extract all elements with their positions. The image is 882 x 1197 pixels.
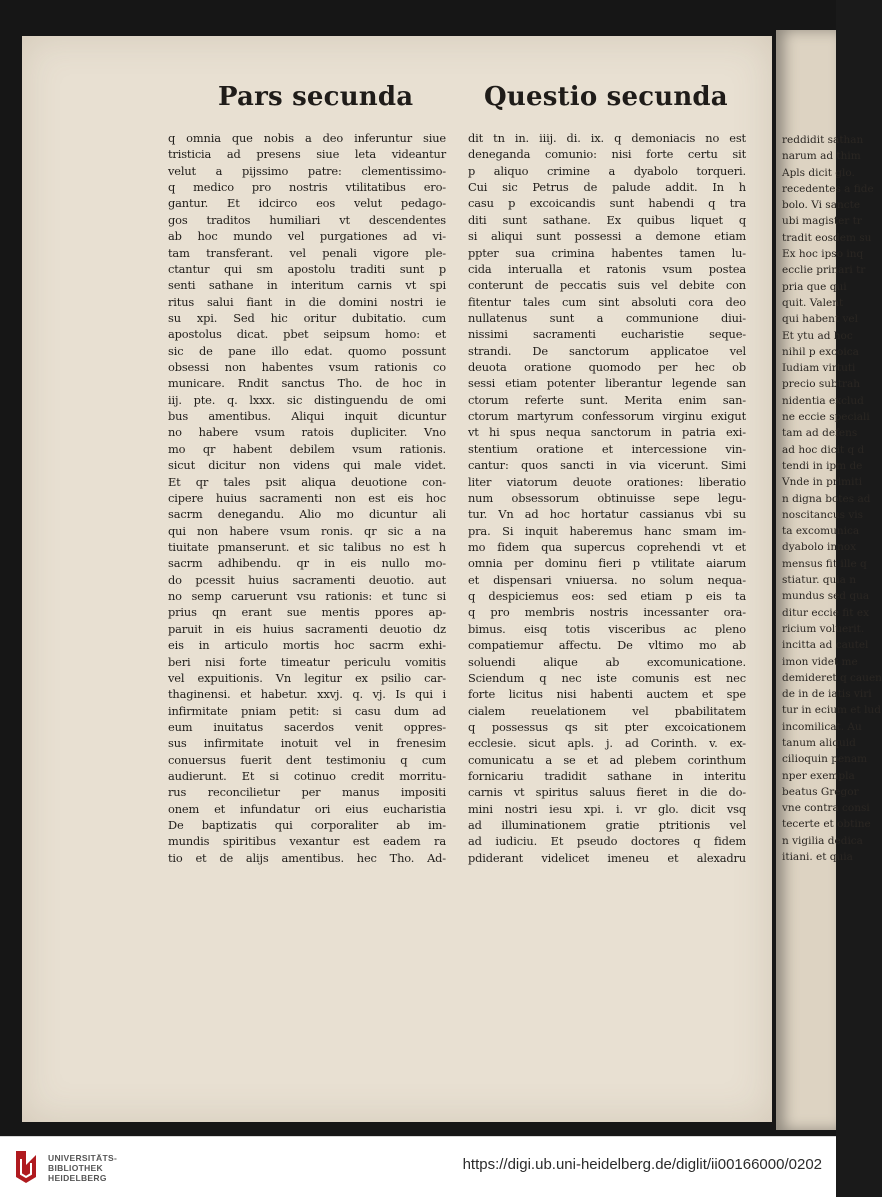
text-line: mo qr habent debilem vsum rationis.: [168, 441, 446, 456]
facing-page-line: Ex hoc ipso inq: [782, 248, 864, 261]
logo-line: UNIVERSITÄTS-: [48, 1153, 118, 1163]
logo-line: BIBLIOTHEK: [48, 1163, 103, 1173]
text-line: ritus salui fiant in die domini nostri ie: [168, 294, 446, 309]
text-line: eum inuitatus sacerdos venit oppres-: [168, 719, 446, 734]
facing-page-line: n digna botes ad: [782, 492, 871, 505]
text-line: paruit in eis huius sacramenti deuotio dz: [168, 621, 446, 636]
text-line: rus reconcilietur per manus impositi: [168, 785, 446, 800]
text-line: iij. pte. q. lxxx. sic distinguendu de omi: [168, 392, 446, 407]
text-line: audierunt. Et si cotinuo credit morritu-: [168, 769, 446, 784]
text-column-left: [168, 130, 446, 866]
library-logo-icon[interactable]: [12, 1147, 42, 1187]
text-line: bimus. eisq totis visceribus ac pleno: [468, 621, 746, 636]
facing-page-line: stiatur. quia n: [782, 574, 856, 587]
text-line: conuersus fuerit dent testimoniu q cum: [168, 752, 446, 767]
facing-page-line: de in de iatis viri: [782, 688, 872, 701]
facing-page-line: tanum aliquid: [782, 736, 856, 749]
facing-page-line: Iudiam virtuti: [782, 362, 856, 375]
text-line: sicut dicitur non videns qui male videt.: [168, 458, 446, 473]
facing-page-line: nper exempla: [782, 769, 855, 782]
facing-page-line: Vnde in primiti: [782, 476, 863, 489]
text-line: q despiciemus eos: sed etiam p eis ta: [468, 589, 746, 604]
facing-page-line: tecerte et obtine: [782, 818, 871, 831]
facing-page-line: demideret q cauen: [782, 671, 882, 684]
facing-page-line: reddidit sathan: [782, 134, 864, 146]
facing-page-line: incomilicat. Au: [782, 720, 862, 733]
text-line: infirmitate pniam petit: si casu dum ad: [168, 703, 446, 718]
text-line: vel expuitionis. Vn legitur ex psilio car-: [168, 670, 446, 685]
text-line: pra. Si inquit haberemus hanc smam im-: [468, 523, 746, 538]
facing-page-line: bolo. Vi sancte: [782, 199, 861, 212]
text-line: ecclesie. sicut apls. j. ad Corinth. v. ex-: [468, 736, 746, 751]
text-line: gantur. Et idcirco eos velut pedago-: [168, 196, 446, 211]
text-line: qui non habere vsum ronis. qr sic a na: [168, 523, 446, 538]
text-line: tam transferant. vel penali vigore ple-: [168, 245, 446, 260]
facing-page-line: itiani. et quia: [782, 851, 853, 864]
text-line: cipere huius sacramenti non est eis hoc: [168, 490, 446, 505]
text-line: tiuitate pmanserunt. et sic talibus no est h: [168, 539, 446, 554]
text-line: Sciendum q nec iste comunis est nec: [468, 670, 746, 685]
text-line: beri nisi forte timeatur periculu vomitis: [168, 654, 446, 669]
facing-page-line: qui habent vel: [782, 313, 858, 326]
text-line: ctorum referte sunt. Merita enim san-: [468, 392, 746, 407]
text-line: p aliquo crimine a dyabolo torqueri.: [468, 163, 746, 178]
text-line: Et qr tales psit aliqua deuotione con-: [168, 474, 446, 489]
facing-page-line: beatus Gregor: [782, 785, 859, 798]
text-line: fitentur tales cum sint absoluti cora deo: [468, 294, 746, 309]
facing-page-line: recedentes a fide: [782, 182, 874, 195]
text-line: dit tn in. iiij. di. ix. q demoniacis no est: [468, 131, 746, 145]
facing-page-line: Apls dicit glo.: [782, 166, 855, 179]
facing-page-line: tam ad defens: [782, 427, 858, 440]
text-line: Cui sic Petrus de palude addit. In h: [468, 180, 746, 195]
viewer-footer: [0, 1136, 836, 1197]
text-line: mini nostri iesu xpi. i. vr glo. dicit vsq: [468, 801, 746, 816]
text-line: comunicatu a se et ad plebem corinthum: [468, 752, 746, 767]
facing-page-line: cilioquin penam: [782, 753, 868, 766]
text-line: thaginensi. et habetur. xxvj. q. vj. Is qui i: [168, 687, 446, 702]
facing-page-line: nidentia exclud: [782, 394, 864, 407]
text-line: deuota oratione quomodo per hec ob: [468, 360, 746, 375]
text-line: su xpi. Sed hic oritur dubitatio. cum: [168, 310, 446, 325]
logo-line: HEIDELBERG: [48, 1173, 107, 1183]
text-line: q possessus qs sit pter excoicationem: [468, 719, 746, 734]
text-line: soluendi alique ab excomunicatione.: [468, 654, 746, 669]
text-line: omnia per dominu fieri p vtilitate aiarum: [468, 556, 746, 571]
text-line: velut a pijssimo patre: clementissimo-: [168, 163, 446, 178]
facing-page-line: ta excomunica: [782, 525, 860, 538]
facing-page-edge: [776, 30, 882, 1130]
text-line: carnis vt spiritus saluus fieret in die do-: [468, 785, 746, 800]
text-line: sacrm denegandu. Alio mo dicuntur ali: [168, 507, 446, 522]
facing-page-line: ne eccie speciali: [782, 411, 870, 424]
text-line: strandi. De sanctorum applicatoe vel: [468, 343, 746, 358]
text-line: liter viatorum deuote orationes: liberatio: [468, 474, 746, 489]
text-line: mo fidem qua supercus coprehendi vt et: [468, 539, 746, 554]
facing-page-line: Et ytu ad hoc: [782, 329, 853, 342]
facing-page-line: pria que qui: [782, 280, 847, 293]
text-line: obsessi non habentes vsum rationis co: [168, 360, 446, 375]
facing-page-line: n vigilia dedica: [782, 834, 863, 847]
text-line: mundis spiritibus vexantur est eadem ra: [168, 834, 446, 849]
text-line: q medico pro nostris vtilitatibus ero-: [168, 180, 446, 195]
text-line: tio et de alijs amentibus. hec Tho. Ad-: [168, 850, 446, 865]
text-line: ppter sua crimina habentes tamen lu-: [468, 245, 746, 260]
facing-page-line: quit. Valent: [782, 296, 844, 309]
text-line: fornicariu tradidit sathane in interitu: [468, 769, 746, 784]
text-line: cialem reuelationem vel pbabilitatem: [468, 703, 746, 718]
text-line: q pro membris nostris incessanter ora-: [468, 605, 746, 620]
text-line: ab hoc mundo vel purgationes ad vi-: [168, 229, 446, 244]
running-head-left: Pars secunda: [218, 82, 414, 112]
text-line: ad illuminationem gratie ptritionis vel: [468, 818, 746, 833]
text-line: De baptizatis qui corporaliter ab im-: [168, 818, 446, 833]
facing-page-line: vne contra consi: [782, 802, 870, 815]
text-line: sessi etiam potenter liberantur legende san: [468, 376, 746, 391]
text-line: stentium oratione et intercessione vin-: [468, 441, 746, 456]
facing-page-line: ricium voluerit.: [782, 622, 865, 635]
facing-page-line: precio subtrah: [782, 378, 860, 391]
facing-page-line: noscitancus vis: [782, 508, 864, 521]
facing-page-line: ubi magister tr: [782, 215, 862, 228]
text-line: pdiderant videlicet imeneu et alexadru: [468, 850, 746, 865]
text-line: no habere vsum ratois dupliciter. Vno: [168, 425, 446, 440]
facing-page-line: imon videt me: [782, 655, 858, 668]
document-url-link[interactable]: https://digi.ub.uni-heidelberg.de/diglit/ii00166000/0202: [462, 1156, 822, 1173]
facing-page-line: ditur eccie fit ex: [782, 606, 869, 619]
text-line: cida interualla et ratonis vsum postea: [468, 261, 746, 276]
text-line: senti sathane in interitum carnis vt spi: [168, 278, 446, 293]
text-line: vt hi spus nequa sanctorum in patria exi-: [468, 425, 746, 440]
text-line: prius qn erant sue mentis ppores ap-: [168, 605, 446, 620]
text-line: tur. Vn ad hoc hortatur cassianus vbi su: [468, 507, 746, 522]
text-line: diti sunt sathane. Ex quibus liquet q: [468, 212, 746, 227]
text-column-right: [468, 130, 746, 866]
text-line: compatiemur affectu. De vltimo mo ab: [468, 638, 746, 653]
text-line: deneganda comunio: nisi forte certu sit: [468, 147, 746, 162]
text-line: no semp caruerunt vsu rationis: et tunc si: [168, 589, 446, 604]
text-line: forte licitus nisi habenti auctem et spe: [468, 687, 746, 702]
library-logo-text: [48, 1153, 117, 1183]
facing-page-line: mundus sed qua: [782, 590, 870, 603]
text-line: casu p excoicandis sunt habendi q tra: [468, 196, 746, 211]
facing-page-line: tradit eosdem su: [782, 231, 872, 244]
text-line: sic de pane illo edat. quomo possunt: [168, 343, 446, 358]
text-line: q omnia que nobis a deo inferuntur siue: [168, 131, 446, 145]
text-line: gos traditos humiliari vt descendentes: [168, 212, 446, 227]
text-line: conterunt de peccatis suis vel debite con: [468, 278, 746, 293]
text-line: tristicia ad presens siue leta videantur: [168, 147, 446, 162]
facing-page-text: [776, 132, 882, 865]
facing-page-line: ad hoc dicit q d: [782, 443, 865, 456]
text-line: bus amentibus. Aliqui inquit dicuntur: [168, 409, 446, 424]
text-line: ad iudiciu. Et pseudo doctores q fidem: [468, 834, 746, 849]
facing-page-line: narum ad thim: [782, 150, 861, 163]
text-line: sus infirmitate inotuit vel in frenesim: [168, 736, 446, 751]
text-line: num obsessorum obtinuisse sepe legu-: [468, 490, 746, 505]
text-line: municare. Rndit sanctus Tho. de hoc in: [168, 376, 446, 391]
facing-page-line: dyabolo innox: [782, 541, 857, 554]
text-line: ctorum martyrum confessorum virginu exigut: [468, 409, 746, 424]
text-line: ctantur qui sm apostolu traditi sunt p: [168, 261, 446, 276]
facing-page-line: mensus fit ille q: [782, 557, 867, 570]
text-line: do pcessit huius sacramenti deuotio. aut: [168, 572, 446, 587]
text-line: apostolus dicat. pbet seipsum homo: et: [168, 327, 446, 342]
text-line: nullatenus sunt a communione diui-: [468, 310, 746, 325]
facing-page-line: tur in ecium et lud: [782, 704, 881, 717]
text-line: et dispensari vniuersa. no solum nequa-: [468, 572, 746, 587]
facing-page-line: ecclie prinari tr: [782, 264, 866, 277]
text-line: eis in articulo mortis hoc sacrm exhi-: [168, 638, 446, 653]
facing-page-line: incitta ad cautel: [782, 639, 869, 652]
facing-page-line: nihil p excoica: [782, 345, 859, 358]
facing-page-line: tendi in ipm de: [782, 459, 863, 472]
text-line: si aliqui sunt possessi a demone etiam: [468, 229, 746, 244]
text-line: sacrm adhibendu. qr in eis nullo mo-: [168, 556, 446, 571]
text-line: cantur: quos sancti in via vicerunt. Simi: [468, 458, 746, 473]
running-head-right: Questio secunda: [484, 82, 728, 112]
text-line: nissimi sacramenti eucharistie seque-: [468, 327, 746, 342]
text-line: onem et infundatur ori eius eucharistia: [168, 801, 446, 816]
